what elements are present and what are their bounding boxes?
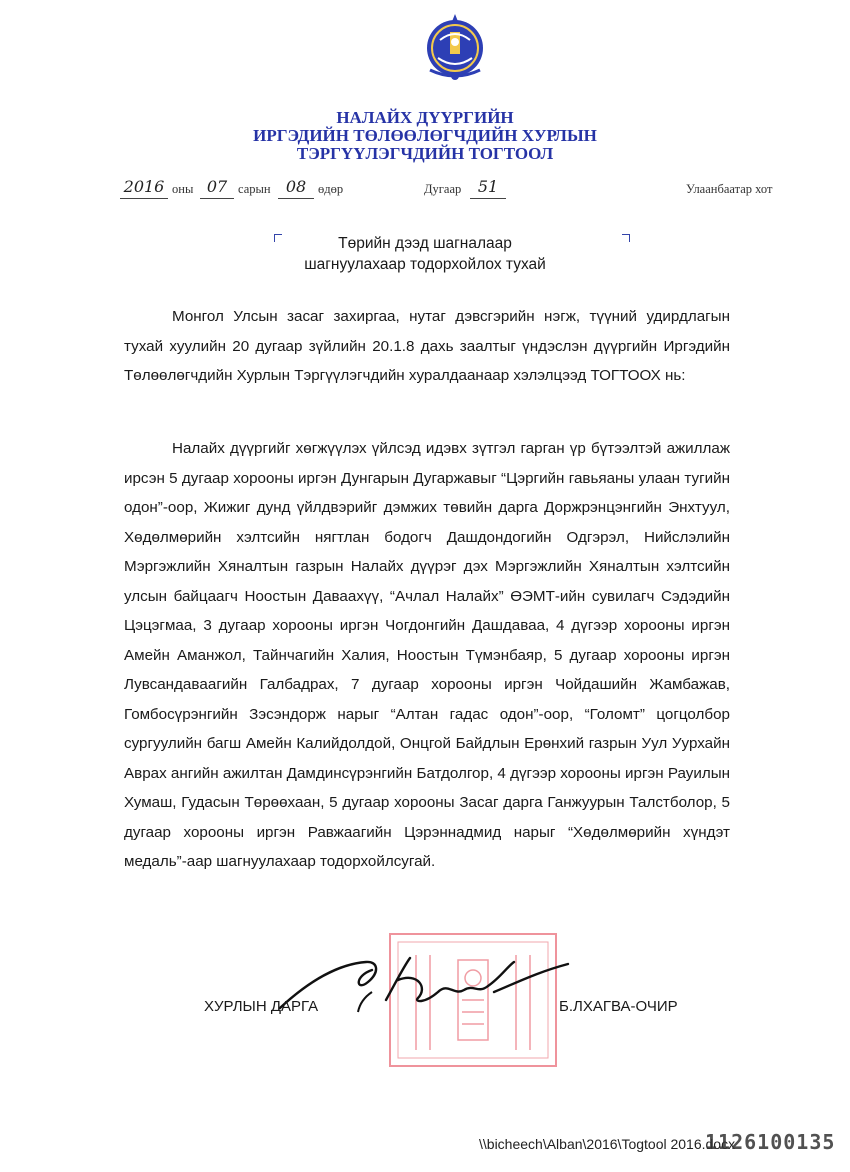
signature-icon [268,952,578,1028]
date-line [120,176,800,202]
date-day: 08 [278,176,314,199]
document-number-label: Дугаар [424,182,462,196]
date-year: 2016 [120,176,168,199]
body-paragraph-1: Монгол Улсын засаг захиргаа, нутаг дэвсгэрийн нэгж, түүний удирдлагын тухай хуулийн 20 дугаар зүйлийн 20.1.8 дахь заалтыг үндэслэн дүүргийн Иргэдийн Төлөөлөгчдийн Хурлын Тэргүүлэгчдийн хуралдаанаар хэлэлцээд ТОГТООХ нь: [124,308,730,384]
date-day-label: өдөр [318,182,344,196]
file-path: \\bicheech\Alban\2016\Togtool 2016.docx [479,1136,736,1152]
date-month-label: сарын [238,182,271,196]
org-name-line-2: ИРГЭДИЙН ТӨЛӨӨЛӨГЧДИЙН ХУРЛЫН [253,126,597,145]
org-name-line-1: НАЛАЙХ ДҮҮРГИЙН [336,108,514,127]
signer-title: ХУРЛЫН ДАРГА [204,998,319,1015]
date-year-label: оны [172,182,194,196]
subject-line-1: Төрийн дээд шагналаар [338,235,512,252]
document-number: 51 [470,176,506,199]
document-type-title: ТЭРГҮҮЛЭГЧДИЙН ТОГТООЛ [296,144,554,163]
date-month: 07 [200,176,234,199]
place-of-issue: Улаанбаатар хот [686,182,773,196]
state-emblem-icon [420,10,490,82]
body-paragraph-2: Налайх дүүргийг хөгжүүлэх үйлсэд идэвх зүтгэл гарган үр бүтээлтэй ажиллаж ирсэн 5 дугаар хорооны иргэн Дунгарын Дугаржавыг “Цэргийн гавьяаны улаан тугийн одон”-оор, Жижиг дунд үйлдвэрийг дэмжих төвийн дарга Доржрэнцэнгийн Энхтуул, Хөдөлмөрийн хэлтсийн нягтлан бодогч Дашдондогийн Одгэрэл, Нийслэлийн Мэргэжлийн Хяналтын газрын Налайх дүүрэг дэх Мэргэжлийн Хяналтын хэлтсийн улсын байцаагч Ноостын Даваахүү, “Ачлал Налайх” ӨЭМТ-ийн сувилагч Сэдэдийн Цэцэгмаа, 3 дугаар хорооны иргэн Чогдонгийн Дашдаваа, 4 дүгээр хорооны иргэн Амейн Аманжол, Тайнчагийн Халия, Ноостын Түмэнбаяр, 5 дугаар хорооны иргэн Лувсандавaагийн Галбадрах, 7 дугаар хорооны иргэн Чойдашийн Жамбажав, Гомбосүрэнгийн Зэсэндорж нарыг “Алтан гадас одон”-оор, “Голомт” цогцолбор сургуулийн багш Амейн Калийдолдой, Онцгой Байдлын Ерөнхий газрын Уул Уурхайн Аврах ангийн ажилтан Дамдинсүрэнгийн Батдолгор, 4 дүгээр хорооны иргэн Рауилын Хумаш, Гудасын Төрөөхаан, 5 дугаар хорооны Засаг дарга Ганжуурын Талстболор, 5 дугаар хорооны иргэн Равжаагийн Цэрэннадмид нарыг “Хөдөлмөрийн хүндэт медаль”-аар шагнуулахаар тодорхойлсугай. [124,440,730,870]
registry-number: 1126100135 [705,1130,836,1154]
signer-name: Б.ЛХАГВА-ОЧИР [559,998,678,1015]
subject-line-2: шагнуулахаар тодорхойлох тухай [304,256,546,273]
